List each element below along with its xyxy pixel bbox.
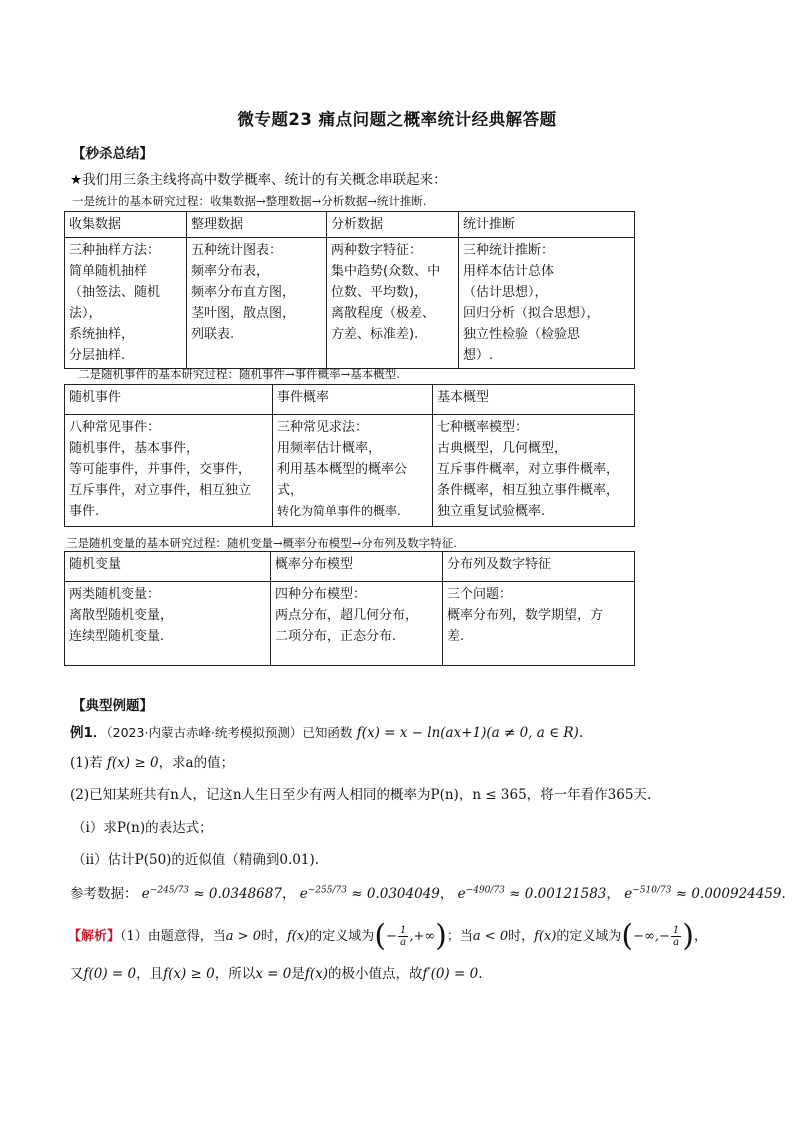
cell-line: 互斥事件概率，对立事件概率， <box>437 462 620 477</box>
table-header-cell: 基本概型 <box>433 385 635 415</box>
reference-item: $e^{-510/73} \approx 0.000924459$ <box>624 885 782 902</box>
solution-text: （1）由题意得，当 <box>120 929 226 944</box>
table-header-cell: 事件概率 <box>273 385 433 415</box>
example-label: 例1． <box>70 725 107 741</box>
cell-line: 四种分布模型： <box>275 587 367 602</box>
frac-num: 1 <box>399 925 407 936</box>
solution-text: 的定义域为 <box>556 929 622 944</box>
table-cell <box>65 238 187 369</box>
cell-line: 频率分布表， <box>191 264 270 279</box>
exp-num: 255 <box>315 885 333 896</box>
solution-line-1: 【解析】（1）由题意得，当a > 0时，f(x)的定义域为(− $\frac{1}{a}$ ,+∞)；当a < 0时，f(x)的定义域为(−∞,− $\frac{1}{a}$ )， <box>68 918 707 954</box>
table-header-row <box>65 385 635 415</box>
cell-line: 系统抽样， <box>69 327 135 342</box>
exp-num: 245 <box>157 885 175 896</box>
cell-line: 独立重复试验概率. <box>437 504 546 519</box>
solution-math: f(x) ≥ 0 <box>163 966 215 982</box>
statistics-table <box>64 211 635 369</box>
cell-line: 两种数字特征： <box>331 243 423 258</box>
table-header-cell: 统计推断 <box>459 212 635 238</box>
exp-den: 73 <box>659 885 672 896</box>
example-heading: 【典型例题】 <box>72 698 153 714</box>
table-cell <box>443 582 635 666</box>
cell-line: 互斥事件，对立事件，相互独立 <box>69 483 252 498</box>
q1-suffix: ，求a的值； <box>158 755 235 771</box>
probability-table <box>64 384 635 527</box>
example-statement: 例1．（2023·内蒙古赤峰·统考模拟预测）已知函数 f(x) = x − ln(ax+1)(a ≠ 0, a ∈ R). <box>70 725 584 741</box>
solution-math: a < 0 <box>472 929 509 944</box>
interval-start: −∞,− <box>633 929 670 944</box>
exp-num: 490 <box>473 885 491 896</box>
exp-den: 73 <box>177 885 190 896</box>
table-header-cell: 随机事件 <box>65 385 273 415</box>
cell-line: （抽签法、随机 <box>69 285 161 300</box>
table-cell <box>327 238 459 369</box>
cell-line: 七种概率模型： <box>437 420 529 435</box>
exp-den: 73 <box>493 885 505 896</box>
domain-interval-2: (−∞,− $\frac{1}{a}$ ) <box>621 918 694 954</box>
question-2: (2)已知某班共有n人，记这n人生日至少有两人相同的概率为P(n)，n ≤ 365，将一年看作365天. <box>70 787 652 803</box>
table-header-row <box>65 552 635 582</box>
cell-line: 概率分布列，数学期望，方 <box>447 608 604 623</box>
cell-line: 三种统计推断： <box>463 243 555 258</box>
cell-line: 古典概型，几何概型， <box>437 441 568 456</box>
reference-label: 参考数据： <box>70 886 138 902</box>
cell-line: 等可能事件，并事件，交事件， <box>69 462 252 477</box>
interval-rest: ,+∞ <box>409 929 436 944</box>
cell-line: 随机事件，基本事件， <box>69 441 200 456</box>
table-header-cell: 分布列及数字特征 <box>443 552 635 582</box>
table-header-cell: 收集数据 <box>65 212 187 238</box>
table-cell <box>273 415 433 527</box>
solution-text: ，且 <box>136 966 164 982</box>
solution-text: 时， <box>260 929 287 944</box>
cell-line: 用样本估计总体 <box>463 264 555 279</box>
solution-text: ；当 <box>446 929 473 944</box>
table-row <box>65 238 635 369</box>
cell-line: 三种抽样方法： <box>69 243 161 258</box>
solution-math: f(x) <box>287 929 310 944</box>
table-header-row <box>65 212 635 238</box>
cell-line: 用频率估计概率， <box>277 441 382 456</box>
cell-line: 式， <box>277 483 304 498</box>
cell-line: 分层抽样. <box>69 348 126 363</box>
solution-text: ，所以 <box>214 966 256 982</box>
q1-prefix: (1)若 <box>70 755 103 771</box>
cell-line: 回归分析（拟合思想）， <box>463 306 600 321</box>
solution-math: a > 0 <box>225 929 261 944</box>
reference-item: $e^{-490/73} \approx 0.00121583$ <box>457 885 607 902</box>
solution-text: 时， <box>508 929 535 944</box>
summary-heading: 【秒杀总结】 <box>72 146 153 162</box>
cell-line: 法）， <box>69 306 102 321</box>
solution-math: f(0) = 0 <box>83 966 137 982</box>
exp-num: 510 <box>639 885 657 896</box>
example-source: （2023·内蒙古赤峰·统考模拟预测）已知函数 <box>106 725 353 740</box>
cell-line: 三个问题： <box>447 587 513 602</box>
cell-line: 离散型随机变量， <box>69 608 174 623</box>
frac-num: 1 <box>672 925 680 936</box>
table-row <box>65 582 635 666</box>
table-cell <box>271 582 443 666</box>
table-cell <box>433 415 635 527</box>
intro-text: ★我们用三条主线将高中数学概率、统计的有关概念串联起来： <box>70 172 447 188</box>
cell-line: 两点分布，超几何分布， <box>275 608 419 623</box>
cell-line: 独立性检验（检验思 <box>463 327 581 342</box>
solution-math: x = 0 <box>255 966 292 982</box>
question-2-i: （ⅰ）求P(n)的表达式； <box>72 820 213 836</box>
solution-text: 的定义域为 <box>309 929 375 944</box>
table-cell <box>459 238 635 369</box>
cell-line: （估计思想）， <box>463 285 548 300</box>
question-2-ii: （ⅱ）估计P(50)的近似值（精确到0.01). <box>72 852 320 868</box>
reference-value: ≈ 0.000924459 <box>675 886 782 902</box>
frac-den: a <box>400 937 407 948</box>
cell-line: 列联表. <box>191 327 235 342</box>
cell-line: 频率分布直方图， <box>191 285 296 300</box>
page-title: 微专题23 痛点问题之概率统计经典解答题 <box>237 110 557 129</box>
cell-line: 差. <box>447 629 465 644</box>
exp-den: 73 <box>335 885 347 896</box>
table-cell <box>65 415 273 527</box>
cell-line: 条件概率，相互独立事件概率， <box>437 483 620 498</box>
cell-line: 想）. <box>463 348 494 363</box>
table-cell <box>65 582 271 666</box>
line-random-variable-process: 三是随机变量的基本研究过程：随机变量→概率分布模型→分布列及数字特征. <box>66 536 457 550</box>
reference-item: $e^{-255/73} \approx 0.0304049$ <box>299 885 440 902</box>
random-variable-table <box>64 551 635 666</box>
cell-line: 利用基本概型的概率公 <box>277 462 408 477</box>
cell-line: 二项分布，正态分布. <box>275 629 397 644</box>
question-1 <box>70 751 234 771</box>
q1-condition: f(x) ≥ 0 <box>106 755 159 771</box>
reference-item: $e^{-245/73} \approx 0.0348687$ <box>141 885 282 902</box>
cell-line: 转化为简单事件的概率. <box>277 504 401 518</box>
table-header-cell: 整理数据 <box>187 212 327 238</box>
line-statistics-process: 一是统计的基本研究过程：收集数据→整理数据→分析数据→统计推断. <box>72 194 427 208</box>
domain-interval-1: (− $\frac{1}{a}$ ,+∞) <box>374 918 447 954</box>
cell-line: 离散程度（极差、 <box>331 306 436 321</box>
table-cell <box>187 238 327 369</box>
table-header-cell: 概率分布模型 <box>271 552 443 582</box>
cell-line: 连续型随机变量. <box>69 629 165 644</box>
solution-text: 的极小值点，故 <box>328 966 423 982</box>
table-row <box>65 415 635 527</box>
reference-value: ≈ 0.0304049 <box>351 886 440 902</box>
cell-line: 三种常见求法： <box>277 420 369 435</box>
cell-line: 八种常见事件： <box>69 420 161 435</box>
reference-value: ≈ 0.00121583 <box>509 886 607 902</box>
cell-line: 简单随机抽样 <box>69 264 148 279</box>
reference-data: 参考数据： $e^{-245/73} \approx 0.0348687$， $e^{-255/73} \approx 0.0304049$， $e^{-490/73} \approx 0.00121583$， $e^{-510/73} \approx 0.000924459$. <box>70 885 786 902</box>
cell-line: 两类随机变量： <box>69 587 161 602</box>
table-header-cell: 分析数据 <box>327 212 459 238</box>
cell-line: 方差、标准差). <box>331 327 419 342</box>
cell-line: 事件. <box>69 504 100 519</box>
solution-text: 又 <box>70 966 84 982</box>
solution-math: f(x) <box>534 929 557 944</box>
solution-text: 是 <box>291 966 305 982</box>
reference-value: ≈ 0.0348687 <box>193 886 282 902</box>
frac-den: a <box>673 937 680 948</box>
solution-tag: 【解析】 <box>68 929 121 944</box>
solution-line-2 <box>70 962 482 982</box>
function-formula: f(x) = x − ln(ax+1)(a ≠ 0, a ∈ R) <box>356 725 579 741</box>
cell-line: 集中趋势(众数、中 <box>331 264 441 279</box>
solution-text: . <box>478 966 483 982</box>
solution-math: f′(0) = 0 <box>422 966 479 982</box>
cell-line: 五种统计图表： <box>191 243 283 258</box>
line-random-event-process: 二是随机事件的基本研究过程：随机事件→事件概率→基本概型. <box>78 367 400 381</box>
solution-math: f(x) <box>304 966 329 982</box>
cell-line: 茎叶图，散点图， <box>191 306 296 321</box>
table-header-cell: 随机变量 <box>65 552 271 582</box>
cell-line: 位数、平均数)， <box>331 285 428 300</box>
